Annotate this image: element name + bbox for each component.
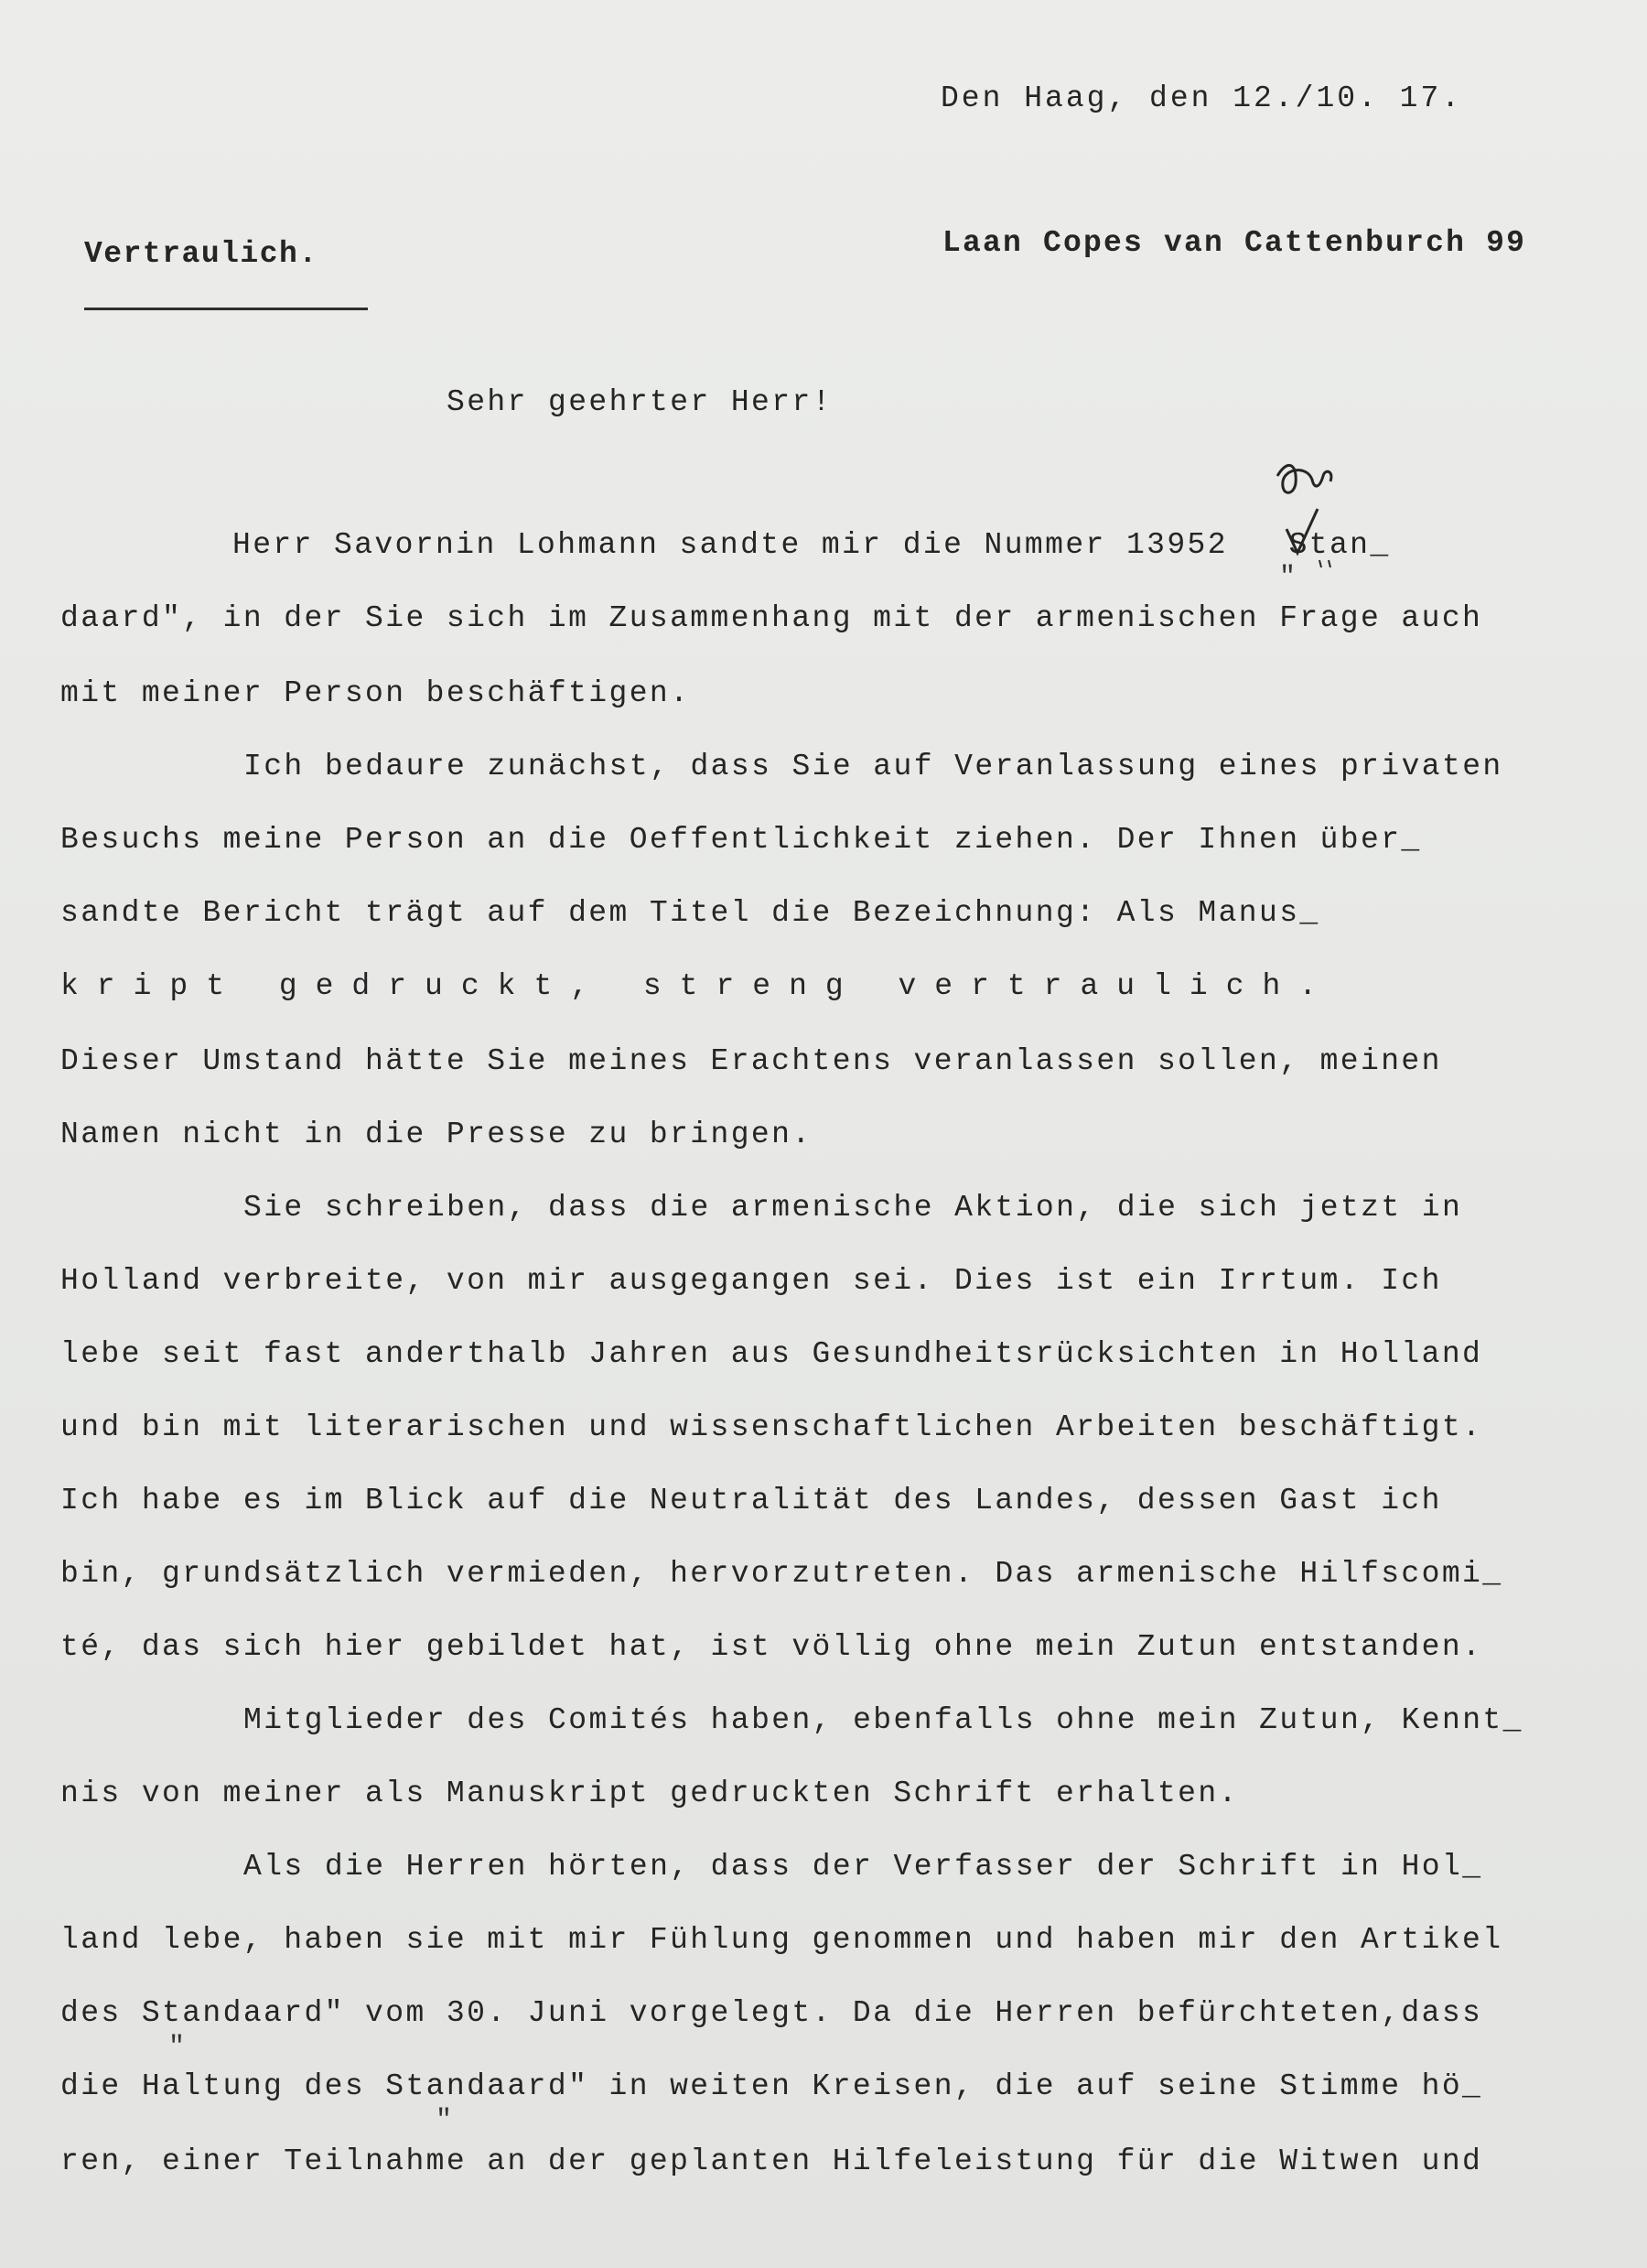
body-line: daard", in der Sie sich im Zusammenhang mit der armenischen Frage auch (60, 601, 1483, 635)
body-line: bin, grundsätzlich vermieden, hervorzutreten. Das armenische Hilfscomi_ (60, 1557, 1503, 1591)
body-line: die Haltung des Standaard" in weiten Kreisen, die auf seine Stimme hö_ (60, 2069, 1483, 2103)
body-line: Als die Herren hörten, dass der Verfasser der Schrift in Hol_ (243, 1850, 1483, 1884)
body-line: Herr Savornin Lohmann sandte mir die Nummer 13952 Stan_ (232, 528, 1391, 562)
body-line: nis von meiner als Manuskript gedruckten Schrift erhalten. (60, 1777, 1239, 1810)
body-line: Mitglieder des Comités haben, ebenfalls ohne mein Zutun, Kennt_ (243, 1703, 1523, 1737)
body-line: Holland verbreite, von mir ausgegangen sei. Dies ist ein Irrtum. Ich (60, 1264, 1442, 1298)
body-line: kript gedruckt, streng vertraulich. (60, 969, 1336, 1003)
handwritten-quote-mark: " (168, 2032, 186, 2063)
body-line: land lebe, haben sie mit mir Fühlung genommen und haben mir den Artikel (60, 1923, 1503, 1957)
handwritten-quote-mark: " (436, 2105, 453, 2136)
body-line: Sie schreiben, dass die armenische Aktion, die sich jetzt in (243, 1191, 1463, 1225)
body-line: sandte Bericht trägt auf dem Titel die Bezeichnung: Als Manus_ (60, 896, 1320, 930)
body-line: Besuchs meine Person an die Oeffentlichkeit ziehen. Der Ihnen über_ (60, 823, 1422, 857)
body-line: Ich habe es im Blick auf die Neutralität des Landes, dessen Gast ich (60, 1484, 1442, 1517)
letter-date: Den Haag, den 12./10. 17. (941, 81, 1463, 115)
body-line: des Standaard" vom 30. Juni vorgelegt. Da die Herren befürchteten,dass (60, 1996, 1483, 2030)
body-line: ren, einer Teilnahme an der geplanten Hilfeleistung für die Witwen und (60, 2144, 1483, 2178)
confidential-heading: Vertraulich. (84, 237, 318, 271)
body-line: Dieser Umstand hätte Sie meines Erachtens veranlassen sollen, meinen (60, 1044, 1442, 1078)
handwritten-quote-mark: " (1279, 562, 1297, 593)
body-line: té, das sich hier gebildet hat, ist völlig ohne mein Zutun entstanden. (60, 1630, 1483, 1664)
body-line: Ich bedaure zunächst, dass Sie auf Veranlassung eines privaten (243, 750, 1503, 783)
body-line: und bin mit literarischen und wissenschaftlichen Arbeiten beschäftigt. (60, 1410, 1483, 1444)
salutation: Sehr geehrter Herr! (447, 385, 833, 419)
body-line: Namen nicht in die Presse zu bringen. (60, 1118, 813, 1151)
confidential-underline (84, 308, 368, 310)
body-line: mit meiner Person beschäftigen. (60, 676, 691, 710)
body-line: lebe seit fast anderthalb Jahren aus Gesundheitsrücksichten in Holland (60, 1337, 1483, 1371)
sender-address: Laan Copes van Cattenburch 99 (942, 226, 1527, 260)
